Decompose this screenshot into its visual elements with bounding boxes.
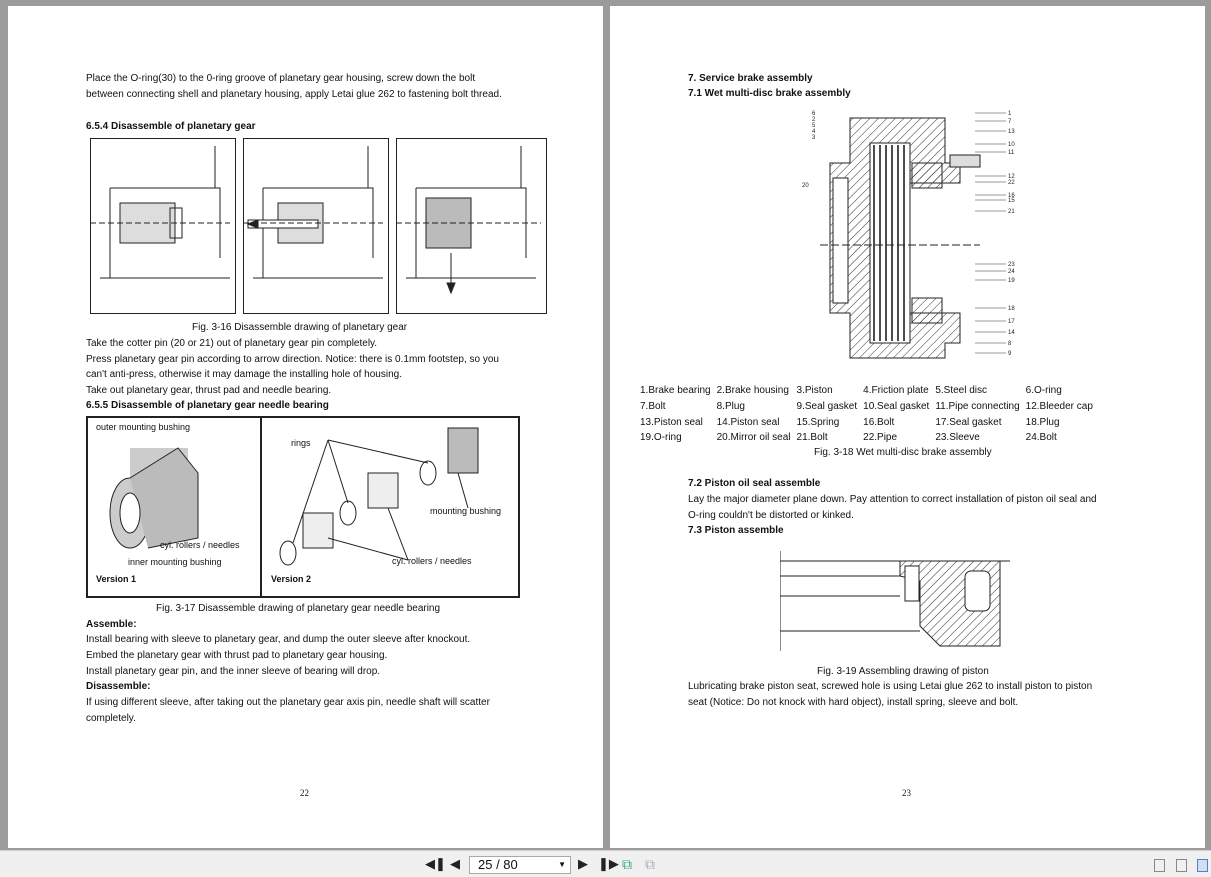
part-cell: 9.Seal gasket: [796, 401, 858, 413]
figure-3-17-drawing: [86, 416, 520, 598]
heading-6-5-5: 6.5.5 Disassemble of planetary gear needle bearing: [86, 400, 329, 411]
part-cell: 10.Seal gasket: [863, 401, 930, 413]
single-page-view-icon[interactable]: [1154, 859, 1165, 872]
part-cell: 14.Piston seal: [716, 416, 780, 428]
part-cell: 3.Piston: [796, 385, 833, 397]
callout-label: 8: [1008, 341, 1012, 347]
callout-label: 13: [1008, 129, 1015, 135]
callout-label: 6: [812, 111, 816, 117]
paragraph-line: seat (Notice: Do not knock with hard object), install spring, sleeve and bolt.: [688, 697, 1019, 708]
heading-6-5-4: 6.5.4 Disassemble of planetary gear: [86, 121, 256, 132]
page-display: 25 / 80: [478, 857, 518, 872]
figure-3-16-caption: Fig. 3-16 Disassemble drawing of planetary gear: [192, 322, 408, 333]
part-cell: 17.Seal gasket: [935, 416, 1002, 428]
pdf-page-23: [610, 6, 1205, 848]
assemble-heading: Assemble:: [86, 619, 137, 630]
page-number: 23: [902, 788, 911, 798]
first-page-button[interactable]: ◀❚: [425, 856, 446, 871]
intro-line: between connecting shell and planetary housing, apply Letai glue 262 to fastening bolt thread.: [86, 89, 502, 100]
paragraph-line: Lay the major diameter plane down. Pay attention to correct installation of piston oil seal and: [688, 494, 1097, 505]
part-cell: 20.Mirror oil seal: [716, 432, 791, 444]
continuous-view-icon[interactable]: [1176, 859, 1187, 872]
heading-7-1: 7.1 Wet multi-disc brake assembly: [688, 88, 851, 99]
part-cell: 22.Pipe: [863, 432, 898, 444]
callout-label: 18: [1008, 306, 1015, 312]
page-number-select[interactable]: [469, 856, 571, 874]
label-version-1: Version 1: [96, 574, 137, 584]
part-cell: 18.Plug: [1025, 416, 1060, 428]
label-mounting-bushing: mounting bushing: [430, 506, 502, 516]
part-cell: 23.Sleeve: [935, 432, 980, 444]
callout-label: 20: [802, 183, 809, 189]
parts-row: [640, 416, 1099, 432]
figure-3-19-drawing: [780, 551, 1010, 656]
parts-row: [640, 432, 1099, 448]
pdf-navigation-toolbar: [0, 850, 1211, 877]
previous-page-button[interactable]: ◀: [450, 856, 460, 871]
parts-row: [640, 385, 1099, 401]
callout-label: 22: [1008, 180, 1015, 186]
part-cell: 6.O-ring: [1025, 385, 1062, 397]
parts-row: [640, 401, 1099, 417]
part-cell: 4.Friction plate: [863, 385, 929, 397]
callout-label: 12: [1008, 174, 1015, 180]
callout-label: 15: [1008, 198, 1015, 204]
assemble-line: Install bearing with sleeve to planetary gear, and dump the outer sleeve after knockout.: [86, 634, 471, 645]
callout-label: 10: [1008, 142, 1015, 148]
fit-width-icon[interactable]: ⧉: [645, 856, 655, 872]
figure-3-16-drawing: [90, 138, 548, 314]
callout-label: 2: [812, 117, 816, 123]
part-cell: 2.Brake housing: [716, 385, 789, 397]
next-page-button[interactable]: ▶: [578, 856, 588, 871]
disassemble-heading: Disassemble:: [86, 681, 151, 692]
part-cell: 12.Bleeder cap: [1025, 401, 1093, 413]
step-line: can't anti-press, otherwise it may damage the installing hole of housing.: [86, 369, 402, 380]
parts-list-table: [640, 385, 1099, 448]
label-version-2: Version 2: [271, 574, 312, 584]
callout-label: 3: [812, 135, 816, 141]
two-page-view-icon[interactable]: [1197, 859, 1208, 872]
callout-label: 1: [1008, 111, 1012, 117]
step-line: Press planetary gear pin according to arrow direction. Notice: there is 0.1mm footstep, so you: [86, 354, 499, 365]
label-rollers-v1: cyl. rollers / needles: [160, 540, 240, 550]
callout-label: 24: [1008, 269, 1015, 275]
callout-label: 23: [1008, 262, 1015, 268]
part-cell: 13.Piston seal: [640, 416, 703, 428]
step-line: Take out planetary gear, thrust pad and needle bearing.: [86, 385, 332, 396]
figure-3-19-caption: Fig. 3-19 Assembling drawing of piston: [817, 666, 989, 677]
callout-label: 17: [1008, 319, 1015, 325]
disassemble-line: completely.: [86, 713, 136, 724]
part-cell: 15.Spring: [796, 416, 840, 428]
step-line: Take the cotter pin (20 or 21) out of planetary gear pin completely.: [86, 338, 378, 349]
figure-3-18-drawing: [800, 103, 1020, 363]
callout-label: 4: [812, 129, 816, 135]
part-cell: 21.Bolt: [796, 432, 828, 444]
assemble-line: Embed the planetary gear with thrust pad to planetary gear housing.: [86, 650, 388, 661]
paragraph-line: Lubricating brake piston seat, screwed hole is using Letai glue 262 to install piston to piston: [688, 681, 1093, 692]
callout-label: 9: [1008, 351, 1012, 357]
last-page-button[interactable]: ❚▶: [598, 856, 619, 871]
callout-label: 14: [1008, 330, 1015, 336]
part-cell: 1.Brake bearing: [640, 385, 711, 397]
part-cell: 19.O-ring: [640, 432, 682, 444]
label-inner-bushing: inner mounting bushing: [128, 557, 222, 567]
heading-7-2: 7.2 Piston oil seal assemble: [688, 478, 821, 489]
heading-7: 7. Service brake assembly: [688, 73, 813, 84]
disassemble-line: If using different sleeve, after taking out the planetary gear axis pin, needle shaft will scatter: [86, 697, 490, 708]
part-cell: 5.Steel disc: [935, 385, 988, 397]
callout-label: 7: [1008, 119, 1012, 125]
label-outer-bushing: outer mounting bushing: [96, 422, 191, 432]
fit-page-icon[interactable]: ⧉: [622, 856, 632, 872]
chevron-down-icon: ▼: [558, 860, 566, 869]
part-cell: 7.Bolt: [640, 401, 666, 413]
pdf-page-22: [8, 6, 603, 848]
assemble-line: Install planetary gear pin, and the inner sleeve of bearing will drop.: [86, 666, 381, 677]
part-cell: 11.Pipe connecting: [935, 401, 1020, 413]
figure-3-17-caption: Fig. 3-17 Disassemble drawing of planetary gear needle bearing: [156, 603, 441, 614]
paragraph-line: O-ring couldn't be distorted or kinked.: [688, 510, 854, 521]
label-rollers-v2: cyl. rollers / needles: [392, 556, 472, 566]
heading-7-3: 7.3 Piston assemble: [688, 525, 784, 536]
callout-label: 16: [1008, 193, 1015, 199]
part-cell: 8.Plug: [716, 401, 745, 413]
callout-label: 11: [1008, 150, 1015, 156]
figure-3-18-caption: Fig. 3-18 Wet multi-disc brake assembly: [814, 447, 992, 458]
intro-line: Place the O-ring(30) to the 0-ring groove of planetary gear housing, screw down the bolt: [86, 73, 476, 84]
part-cell: 16.Bolt: [863, 416, 895, 428]
part-cell: 24.Bolt: [1025, 432, 1057, 444]
callout-label: 21: [1008, 209, 1015, 215]
callout-label: 19: [1008, 278, 1015, 284]
label-rings: rings: [291, 438, 311, 448]
callout-label: 5: [812, 123, 816, 129]
page-number: 22: [300, 788, 309, 798]
